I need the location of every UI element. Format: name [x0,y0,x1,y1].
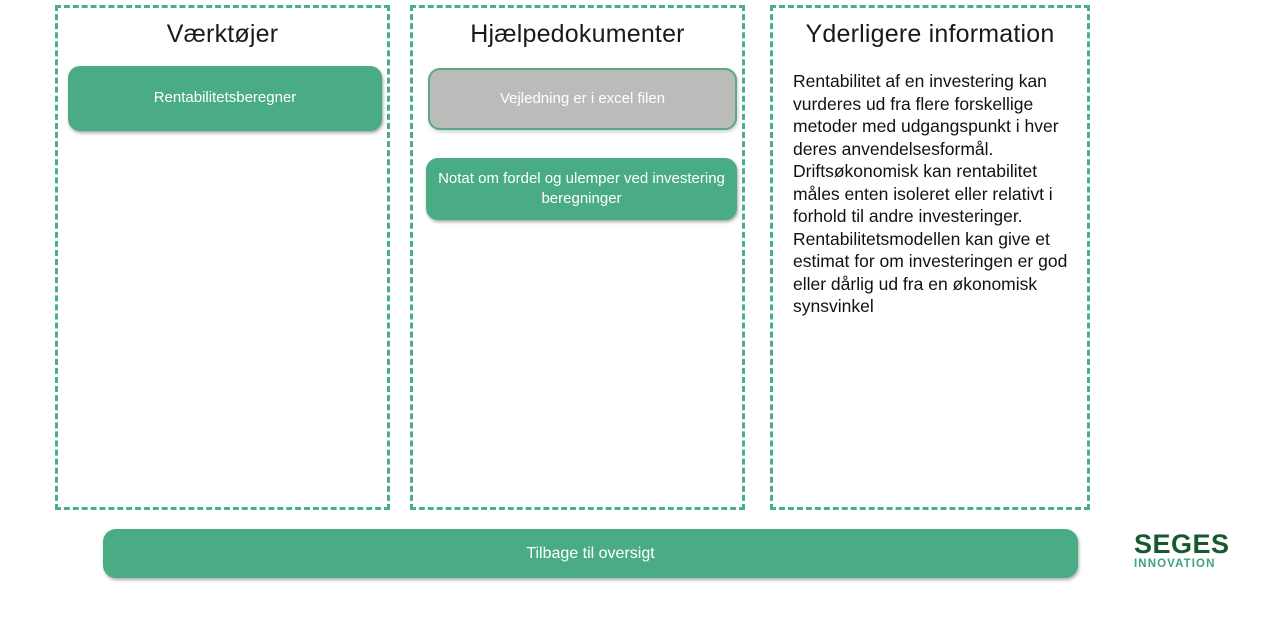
excel-guide-button[interactable]: Vejledning er i excel filen [428,68,737,130]
info-paragraph: Rentabilitet af en investering kan vurderes ud fra flere forskellige metoder med udgangspunkt i hver deres anvendelsesformål. Driftsøkonomisk kan rentabilitet måles enten isoleret eller relativt i forhold til andre investeringer. Rentabilitetsmodellen kan give et estimat for om investeringen er god eller dårlig ud fra en økonomisk synsvinkel [793,71,1068,316]
back-to-overview-button[interactable]: Tilbage til oversigt [103,529,1078,578]
rentabilitetsberegner-button[interactable]: Rentabilitetsberegner [68,66,382,131]
panel-additional-info [770,5,1090,510]
logo-seges-text: SEGES [1134,529,1230,559]
panel-help-documents [410,5,745,510]
panel-tools [55,5,390,510]
logo-innovation-text: INNOVATION [1134,558,1216,570]
investment-note-button[interactable]: Notat om fordel og ulemper ved investering beregninger [426,158,737,220]
panel-tools-title: Værktøjer [166,20,279,48]
seges-innovation-logo [1134,531,1244,571]
panel-info-title: Yderligere information [805,20,1055,48]
panel-help-title: Hjælpedokumenter [470,20,685,48]
